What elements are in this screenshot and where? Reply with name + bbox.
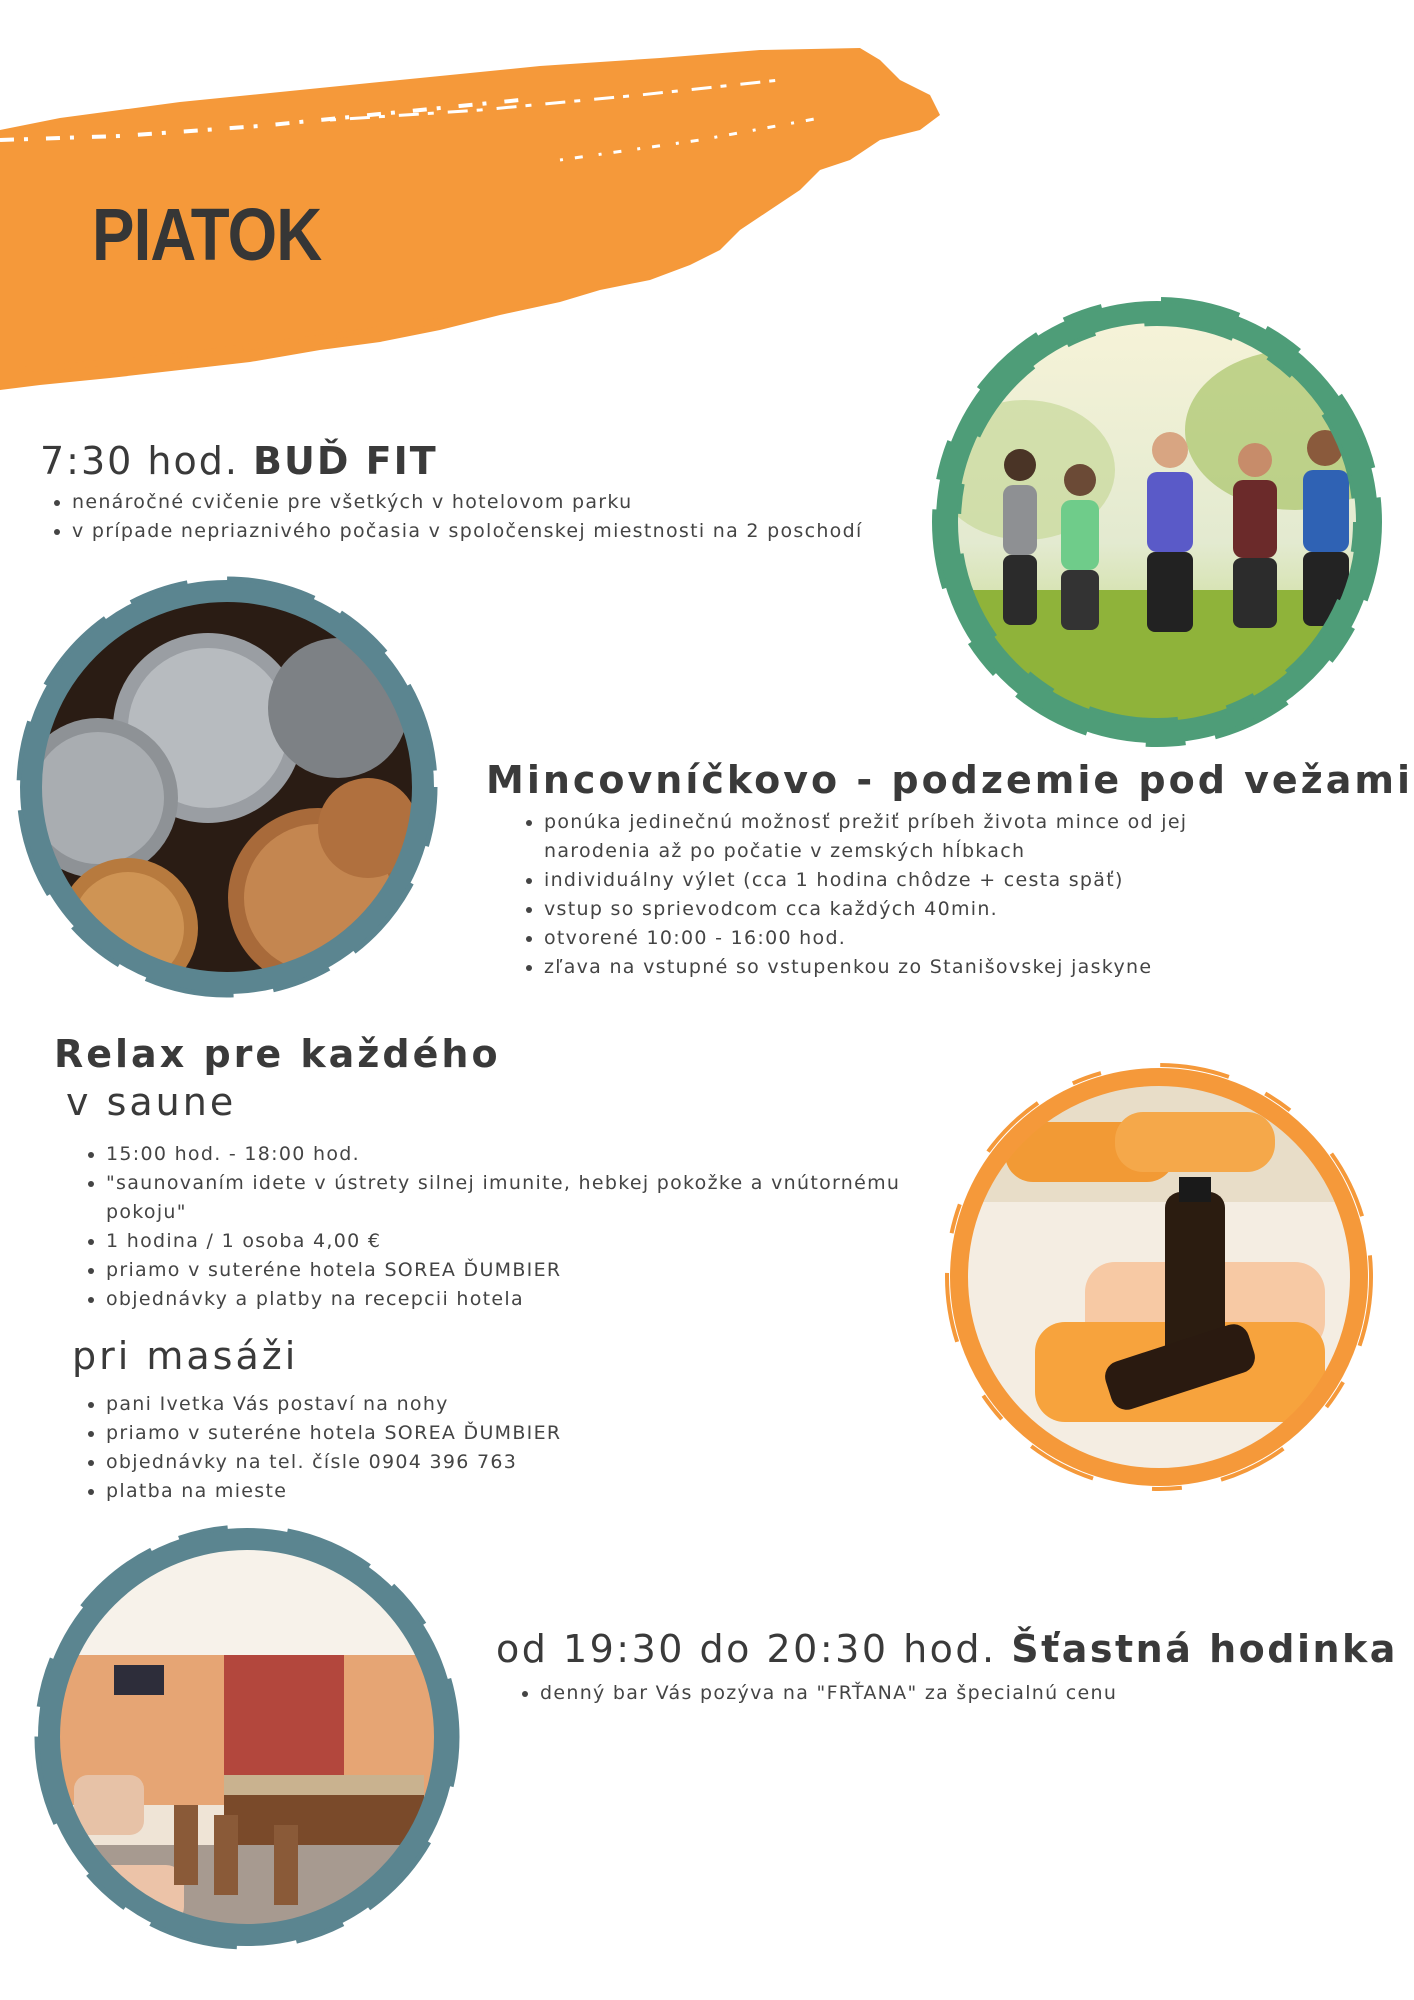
relax-section <box>54 1030 934 1506</box>
list-item: • 1 hodina / 1 osoba 4,00 € <box>106 1227 936 1256</box>
day-title: PIATOK <box>92 193 322 276</box>
list-item: • priamo v suteréne hotela SOREA ĎUMBIER <box>106 1419 934 1448</box>
list-item: • v prípade nepriaznivého počasia v spoločenskej miestnosti na 2 poschodí <box>72 517 920 546</box>
budfit-time: 7:30 hod. <box>40 439 239 483</box>
happyhour-time: od 19:30 do 20:30 hod. <box>496 1627 997 1671</box>
fitness-group-photo <box>955 320 1360 725</box>
mincovnickovo-heading: Mincovníčkovo - podzemie pod vežami <box>486 758 1414 802</box>
happyhour-heading <box>496 1625 1396 1673</box>
list-item: • 15:00 hod. - 18:00 hod. <box>106 1140 936 1169</box>
hotel-bar-photo <box>54 1545 439 1930</box>
list-item: • individuálny výlet (cca 1 hodina chôdze + cesta späť) <box>544 866 1244 895</box>
massage-subheading: pri masáži <box>72 1334 299 1378</box>
list-item: • platba na mieste <box>106 1477 934 1506</box>
list-item: • ponúka jedinečnú možnosť prežiť príbeh života mince od jej narodenia až po počatie v zemských hĺbkach <box>544 808 1244 866</box>
happyhour-section <box>496 1625 1396 1708</box>
budfit-list <box>40 488 920 546</box>
list-item: • "saunovaním idete v ústrety silnej imunite, hebkej pokožke a vnútornému pokoju" <box>106 1169 936 1227</box>
sauna-subheading: v saune <box>66 1080 237 1124</box>
budfit-title: BUĎ FIT <box>253 439 438 483</box>
relax-heading: Relax pre každého <box>54 1032 501 1076</box>
list-item: • nenáročné cvičenie pre všetkých v hotelovom parku <box>72 488 920 517</box>
mincovnickovo-section <box>486 756 1414 982</box>
list-item: • pani Ivetka Vás postaví na nohy <box>106 1390 934 1419</box>
list-item: • objednávky a platby na recepcii hotela <box>106 1285 936 1314</box>
happyhour-title: Šťastná hodinka <box>1011 1627 1398 1671</box>
mincovnickovo-list <box>486 808 1244 982</box>
list-item: • priamo v suteréne hotela SOREA ĎUMBIER <box>106 1256 936 1285</box>
list-item: • vstup so sprievodcom cca každých 40min. <box>544 895 1244 924</box>
coins-photo <box>38 598 413 973</box>
list-item: • objednávky na tel. čísle 0904 396 763 <box>106 1448 934 1477</box>
budfit-section <box>40 438 920 546</box>
list-item: • zľava na vstupné so vstupenkou zo Stanišovskej jaskyne <box>544 953 1244 982</box>
happyhour-list <box>496 1679 1396 1708</box>
massage-list <box>54 1390 934 1506</box>
list-item: • denný bar Vás pozýva na "FRŤANA" za špecialnú cenu <box>540 1679 1396 1708</box>
list-item: • otvorené 10:00 - 16:00 hod. <box>544 924 1244 953</box>
spa-oil-towels-photo <box>965 1082 1355 1472</box>
sauna-list <box>54 1140 936 1314</box>
budfit-heading <box>40 438 920 484</box>
